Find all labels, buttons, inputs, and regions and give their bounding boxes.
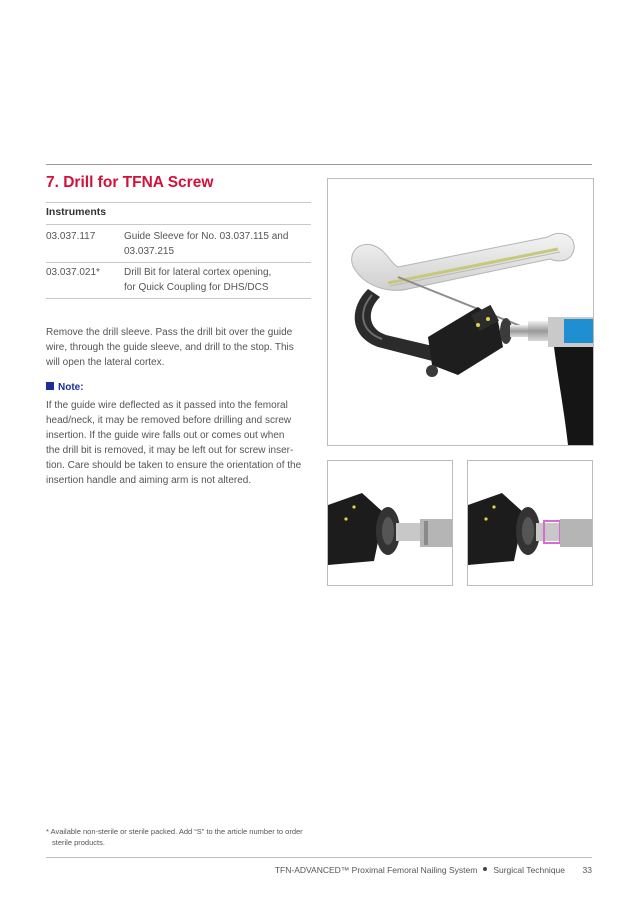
instrument-description-line: for Quick Coupling for DHS/DCS [124,282,269,293]
instrument-description [124,265,314,295]
detail-image-right [467,460,593,586]
paragraph-line: Remove the drill sleeve. Pass the drill bit over the guide [46,327,293,338]
instrument-code: 03.037.021* [46,267,100,278]
instrument-description-line: Guide Sleeve for No. 03.037.115 and [124,231,289,242]
detail-image-left [327,460,453,586]
instruments-heading: Instruments [46,206,107,218]
paragraph-line: wire, through the guide sleeve, and drill to the stop. This [46,342,294,353]
instrument-code: 03.037.117 [46,231,96,242]
instrument-description-line: 03.037.215 [124,246,175,257]
femur-drill-illustration [328,179,593,445]
note-line: tion. Care should be taken to ensure the orientation of the [46,460,302,471]
note-label: Note: [58,382,84,393]
note-square-icon [46,382,54,390]
note-line: If the guide wire deflected as it passed into the femoral [46,400,288,411]
note-paragraph [46,398,314,488]
coupling-detail-illustration [328,461,452,585]
instrument-description-line: Drill Bit for lateral cortex opening, [124,267,272,278]
paragraph-line: will open the lateral cortex. [46,357,165,368]
footnote [46,826,326,848]
footer-rule [46,857,592,858]
instrument-description [124,229,314,259]
note-line: the drill bit is removed, it may be left out for screw inser- [46,445,294,456]
note-line: insertion. If the guide wire falls out or comes out when [46,430,285,441]
footnote-line: sterile products. [52,838,105,847]
coupling-detail-highlighted-illustration [468,461,592,585]
footer-title [275,865,565,875]
footnote-line: * Available non-sterile or sterile packed. Add “S” to the article number to order [46,827,303,836]
note-heading [46,382,84,393]
note-line: head/neck, it may be removed before drilling and screw [46,415,292,426]
bullet-icon [483,867,487,871]
section-title: 7. Drill for TFNA Screw [46,174,214,191]
main-illustration [327,178,594,446]
table-bottom-rule [46,298,311,299]
page-number: 33 [582,865,592,875]
instruction-paragraph [46,325,314,370]
table-top-rule [46,202,311,203]
note-line: insertion handle and aiming arm is not altered. [46,475,252,486]
footer-product: TFN-ADVANCED™ Proximal Femoral Nailing System [274,865,478,875]
top-rule [46,164,592,165]
table-rule [46,262,311,263]
footer-section: Surgical Technique [493,865,565,875]
table-rule [46,224,311,225]
